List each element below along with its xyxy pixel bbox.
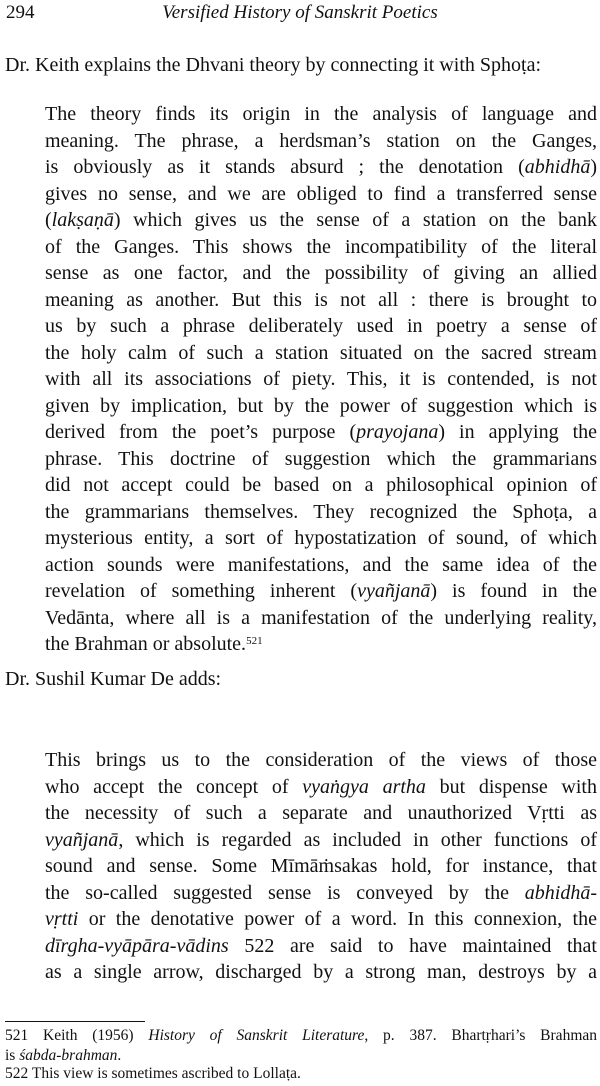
text-run: , which is regarded as included in other functions of xyxy=(118,828,597,851)
text-run: phrase. This doctrine of suggestion which the grammarians xyxy=(45,447,597,470)
quote-line xyxy=(45,313,597,340)
text-run: revelation of something inherent xyxy=(45,580,351,602)
text-run: meaning. The phrase, a herdsman’s station on the Ganges, xyxy=(45,129,597,152)
footnote-521 xyxy=(5,1026,597,1066)
quote-line xyxy=(45,366,597,393)
quote-line xyxy=(45,101,597,128)
text-run: is xyxy=(5,1047,20,1064)
quote-line xyxy=(45,234,597,261)
italic-term: vyañjanā xyxy=(357,580,431,602)
quote-line: (lakṣaṇā) which gives us the sense of a station on the bank xyxy=(45,209,597,231)
quote-line xyxy=(45,827,597,854)
footnote-line xyxy=(5,1046,597,1066)
quote-line xyxy=(45,933,597,960)
page-number: 294 xyxy=(6,2,35,23)
text-run: sound and sense. Some Mīmāṁsakas hold, for instance, that xyxy=(45,855,597,877)
italic-term: lakṣaṇā xyxy=(51,209,114,231)
quote-line xyxy=(45,906,597,933)
text-run: the grammarians themselves. They recognized the Sphoṭa, a xyxy=(45,500,597,523)
text-run: the necessity of such a separate and unauthorized Vṛtti as xyxy=(45,802,597,824)
quote-line: derived from the poet’s purpose (prayojana) in applying the xyxy=(45,421,598,443)
italic-term: vyaṅgya artha xyxy=(302,775,426,798)
text-run: sense as one factor, and the possibility of giving an allied xyxy=(45,262,597,284)
text-run: Vedānta, where all is a manifestation of the underlying reality, xyxy=(45,606,597,629)
text-run: or the denotative power of a word. In this connexion, the xyxy=(78,908,597,930)
intro-paragraph-de: Dr. Sushil Kumar De adds: xyxy=(5,668,222,690)
quote-line xyxy=(45,853,597,880)
text-run: but dispense with xyxy=(425,775,597,798)
italic-term: abhidhā xyxy=(524,156,591,178)
quote-line xyxy=(45,287,597,314)
text-run: is obviously as it stands absurd ; the denotation xyxy=(45,156,519,178)
quote-line xyxy=(45,959,597,986)
text-run: , p. 387. Bhartṛhari’s Brahman xyxy=(364,1027,598,1044)
quote-line xyxy=(45,747,597,774)
text-run: the so-called suggested sense is conveyed by the xyxy=(45,881,525,904)
text-run: meaning as another. But this is not all : there is brought to xyxy=(45,288,597,311)
quote-line xyxy=(45,552,597,579)
italic-term: dīrgha-vyāpāra-vādins xyxy=(45,934,229,957)
text-run: 522 are said to have maintained that xyxy=(228,934,597,957)
text-run: derived from the poet’s purpose xyxy=(45,421,350,443)
text-run: 522 This view is sometimes ascribed to Lollaṭa. xyxy=(5,1065,301,1082)
italic-term: vyañjanā xyxy=(45,828,119,851)
quote-line xyxy=(45,774,597,801)
italic-term: vṛtti xyxy=(45,908,79,930)
footnote-separator xyxy=(5,1021,145,1022)
page-header xyxy=(6,2,594,30)
running-title: Versified History of Sanskrit Poetics xyxy=(162,2,438,23)
text-run: action sounds were manifestations, and the same idea of the xyxy=(45,553,597,576)
quote-line xyxy=(45,605,597,632)
text-run: This brings us to the consideration of the views of those xyxy=(45,749,597,771)
text-run: gives no sense, and we are obliged to find a transferred sense xyxy=(45,182,597,205)
quote-line xyxy=(45,181,597,208)
text-run: the holy calm of such a station situated on the sacred stream xyxy=(45,341,597,364)
text-run: with all its associations of piety. This, it is contended, is not xyxy=(45,368,597,390)
intro-paragraph-keith: Dr. Keith explains the Dhvani theory by connecting it with Sphoṭa: xyxy=(5,54,542,76)
quote-line xyxy=(45,340,597,367)
quote-line xyxy=(45,880,597,907)
quote-line xyxy=(45,499,597,526)
text-run: The theory finds its origin in the analysis of language and xyxy=(45,103,597,125)
italic-term: History of Sanskrit Literature xyxy=(148,1027,365,1044)
text-run: the Brahman or absolute. xyxy=(45,633,247,655)
quote-line xyxy=(45,128,597,155)
italic-term: abhidhā- xyxy=(524,881,597,904)
quote-line xyxy=(45,260,597,287)
text-run: as a single arrow, discharged by a strong man, destroys by a xyxy=(45,961,597,983)
block-quote-de xyxy=(45,747,597,986)
text-run: given by implication, but by the power of suggestion which is xyxy=(45,394,597,417)
quote-line: is obviously as it stands absurd ; the denotation (abhidhā) xyxy=(45,156,597,178)
quote-line xyxy=(45,446,597,473)
footnote-marker: 521 xyxy=(246,635,263,647)
text-run: in applying the xyxy=(445,421,598,443)
quote-line xyxy=(45,631,597,658)
italic-term: śabda-brahman xyxy=(19,1047,118,1064)
block-quote-keith xyxy=(45,101,597,658)
footnote-line xyxy=(5,1026,597,1046)
text-run: of the Ganges. This shows the incompatibility of the literal xyxy=(45,235,597,258)
quote-line xyxy=(45,472,597,499)
text-run: who accept the concept of xyxy=(45,775,303,798)
text-run: 521 Keith (1956) xyxy=(5,1027,149,1044)
footnote-522 xyxy=(5,1064,597,1084)
text-run: is found in the xyxy=(437,580,597,602)
quote-line: revelation of something inherent (vyañjanā) is found in the xyxy=(45,580,597,602)
footnote-line xyxy=(5,1064,597,1084)
text-run: which gives us the sense of a station on the bank xyxy=(120,209,597,231)
quote-line xyxy=(45,800,597,827)
text-run: did not accept could be based on a philosophical opinion of xyxy=(45,474,597,496)
text-run: mysterious entity, a sort of hypostatization of sound, of which xyxy=(45,527,597,549)
text-run: us by such a phrase deliberately used in poetry a sense of xyxy=(45,315,597,337)
text-run: . xyxy=(117,1047,122,1064)
italic-term: prayojana xyxy=(356,421,439,443)
quote-line xyxy=(45,525,597,552)
quote-line xyxy=(45,393,597,420)
